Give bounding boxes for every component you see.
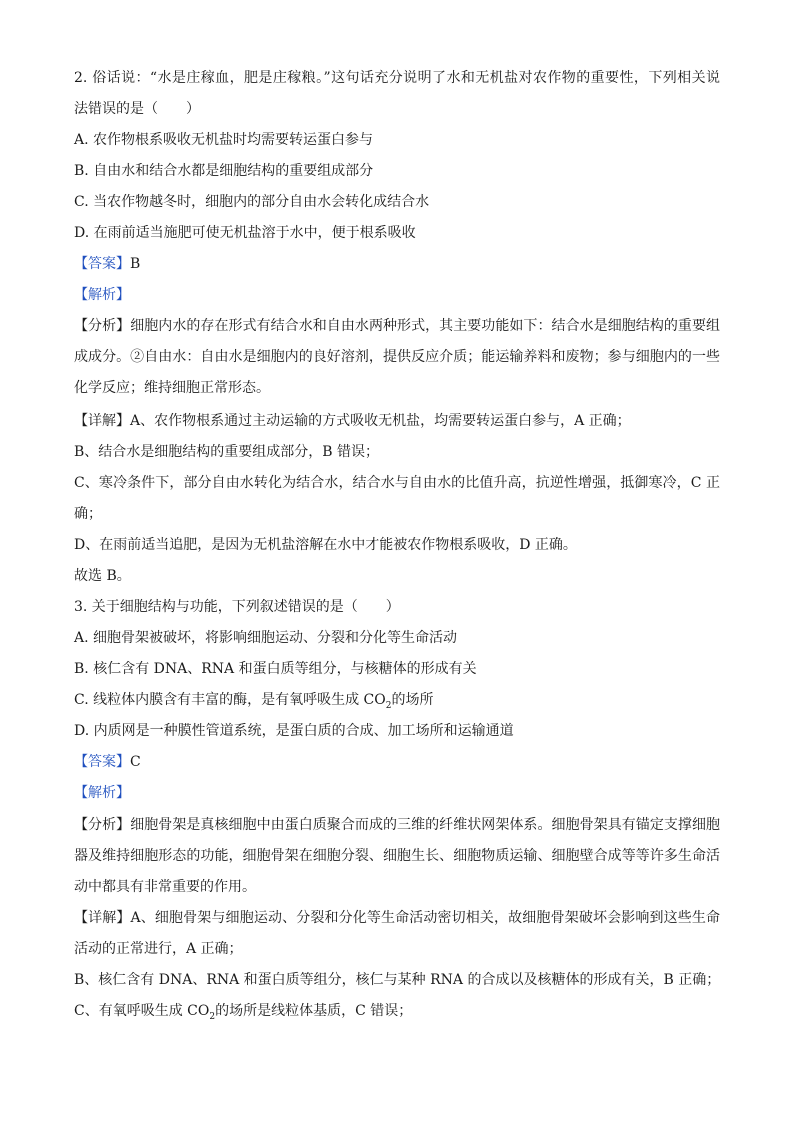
q3-stem: 3. 关于细胞结构与功能，下列叙述错误的是（ ） xyxy=(74,599,400,615)
q3-analysis-line1 xyxy=(74,815,720,835)
q2-answer-tag: 【答案】 xyxy=(74,256,130,272)
q3-option-b: B. 核仁含有 DNA、RNA 和蛋白质等组分，与核糖体的形成有关 xyxy=(74,661,477,677)
q3-analysis-line3: 动中都具有非常重要的作用。 xyxy=(74,879,256,895)
q3-detail-line4-tail: 的场所是线粒体基质，C 错误； xyxy=(215,1003,413,1019)
q2-option-d: D. 在雨前适当施肥可使无机盐溶于水中，便于根系吸收 xyxy=(74,225,416,241)
q3-answer-tag: 【答案】 xyxy=(74,754,130,770)
q2-option-b: B. 自由水和结合水都是细胞结构的重要组成部分 xyxy=(74,163,374,179)
q2-option-a: A. 农作物根系吸收无机盐时均需要转运蛋白参与 xyxy=(74,132,374,148)
q2-analysis-text1: 细胞内水的存在形式有结合水和自由水两种形式，其主要功能如下：结合水是细胞结构的重要组 xyxy=(130,318,721,334)
q2-detail-text1: A、农作物根系通过主动运输的方式吸收无机盐，均需要转运蛋白参与，A 正确； xyxy=(130,413,631,429)
q3-analysis-tag: 【分析】 xyxy=(74,817,131,833)
q3-answer-row xyxy=(74,752,141,772)
q2-stem-line2: 法错误的是（ ） xyxy=(74,101,200,117)
q3-option-d: D. 内质网是一种膜性管道系统，是蛋白质的合成、加工场所和运输通道 xyxy=(74,723,514,739)
q2-detail-line3: C、寒冷条件下，部分自由水转化为结合水，结合水与自由水的比值升高，抗逆性增强，抵御寒冷，C 正 xyxy=(74,475,720,491)
q2-detail-line2: B、结合水是细胞结构的重要组成部分，B 错误； xyxy=(74,444,380,460)
q3-detail-line4-subscript: 2 xyxy=(209,1011,216,1022)
q3-option-a: A. 细胞骨架被破坏，将影响细胞运动、分裂和分化等生命活动 xyxy=(74,630,458,646)
q2-analysis-line3: 化学反应；维持细胞正常形态。 xyxy=(74,380,270,396)
q2-detail-line1 xyxy=(74,411,631,431)
q3-detail-text1: A、细胞骨架与细胞运动、分裂和分化等生命活动密切相关，故细胞骨架破坏会影响到这些生命 xyxy=(130,910,721,926)
q3-detail-line1 xyxy=(74,908,720,928)
q3-explain-tag: 【解析】 xyxy=(74,785,130,801)
q3-analysis-text1: 细胞骨架是真核细胞中由蛋白质聚合而成的三维的纤维状网架体系。细胞骨架具有锚定支撑细胞 xyxy=(130,817,721,833)
q2-analysis-line2: 成成分。②自由水：自由水是细胞内的良好溶剂，提供反应介质；能运输养料和废物；参与细胞内的一些 xyxy=(74,349,720,365)
q3-option-c-subscript: 2 xyxy=(385,700,392,711)
q3-option-c-tail: 的场所 xyxy=(391,692,434,708)
q2-detail-line4: 确； xyxy=(74,506,102,522)
q2-detail-line5: D、在雨前适当追肥，是因为无机盐溶解在水中才能被农作物根系吸收，D 正确。 xyxy=(74,537,577,553)
q2-analysis-line1 xyxy=(74,316,720,336)
q3-detail-line3: B、核仁含有 DNA、RNA 和蛋白质等组分，核仁与某种 RNA 的合成以及核糖体的形成有关，B 正确； xyxy=(74,972,721,988)
q2-conclusion: 故选 B。 xyxy=(74,568,131,584)
q2-analysis-tag: 【分析】 xyxy=(74,318,131,334)
q2-answer-value: B xyxy=(130,256,141,272)
q3-option-c xyxy=(74,690,434,710)
q2-detail-tag: 【详解】 xyxy=(74,413,130,429)
q2-option-c: C. 当农作物越冬时，细胞内的部分自由水会转化成结合水 xyxy=(74,194,430,210)
q2-answer-row xyxy=(74,254,140,274)
q3-detail-tag: 【详解】 xyxy=(74,910,131,926)
q3-option-c-text: C. 线粒体内膜含有丰富的酶，是有氧呼吸生成 CO xyxy=(74,692,386,708)
q3-analysis-line2: 器及维持细胞形态的功能，细胞骨架在细胞分裂、细胞生长、细胞物质运输、细胞壁合成等等许多生命活 xyxy=(74,848,720,864)
q3-detail-line2: 活动的正常进行，A 正确； xyxy=(74,941,243,957)
q3-detail-line4-text: C、有氧呼吸生成 CO xyxy=(74,1003,210,1019)
q2-explain-tag: 【解析】 xyxy=(74,287,130,303)
q2-stem-line1: 2. 俗话说：“水是庄稼血，肥是庄稼粮。”这句话充分说明了水和无机盐对农作物的重要性，下列相关说 xyxy=(74,70,720,86)
q3-detail-line4 xyxy=(74,1001,412,1021)
q3-answer-value: C xyxy=(130,754,141,770)
